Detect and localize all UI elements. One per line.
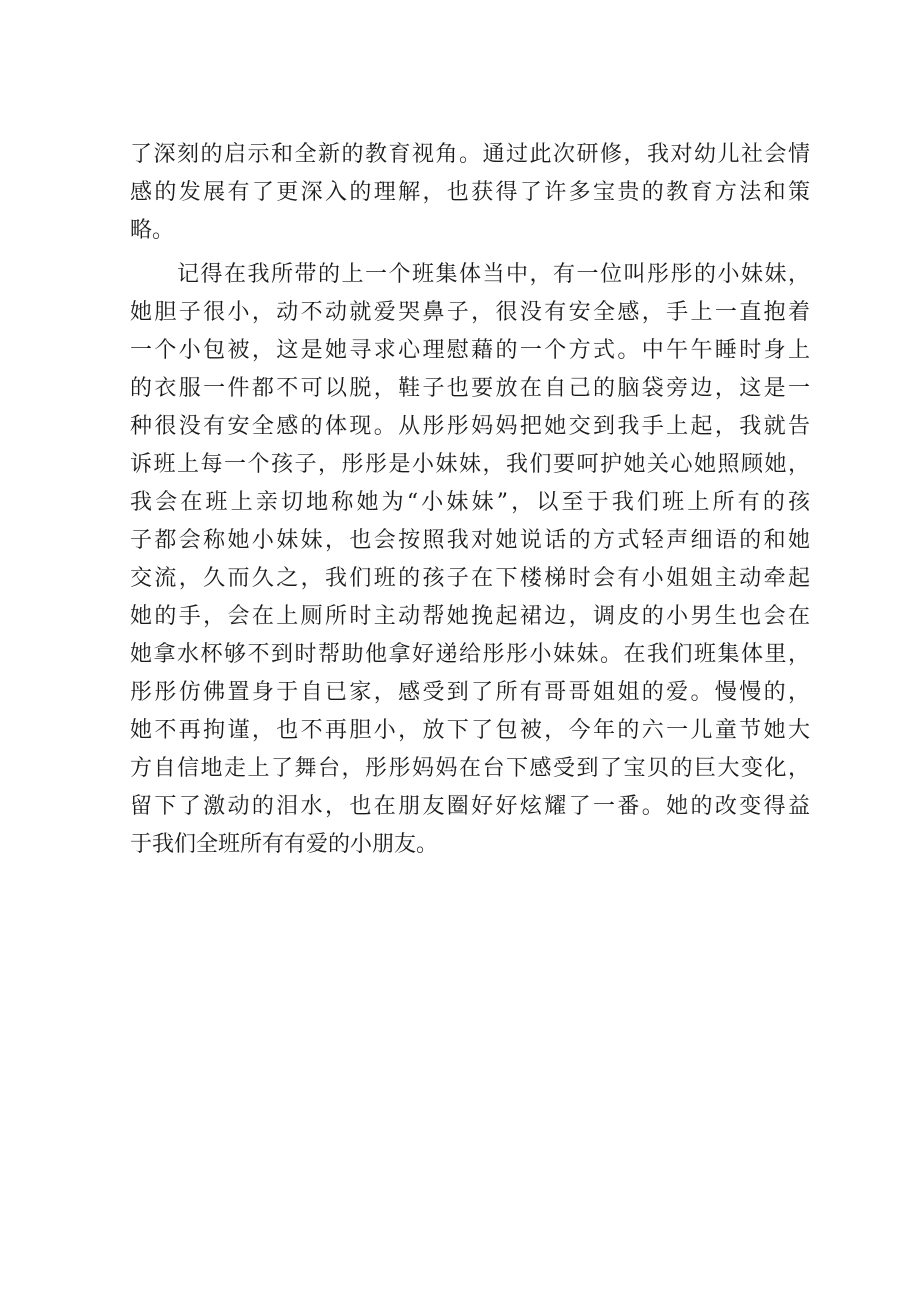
paragraph-1: [130, 136, 810, 250]
text-line: 略。: [130, 218, 175, 243]
text-line: 她不再拘谨，也不再胆小，放下了包被，今年的六一儿童节她大: [130, 718, 810, 743]
paragraph-2: [130, 256, 810, 864]
text-line: 子都会称她小妹妹，也会按照我对她说话的方式轻声细语的和她: [130, 528, 810, 553]
text-line: 感的发展有了更深入的理解，也获得了许多宝贵的教育方法和策: [130, 180, 810, 205]
text-line: 我会在班上亲切地称她为“小妹妹”，以至于我们班上所有的孩: [130, 490, 810, 515]
text-line: 诉班上每一个孩子，彤彤是小妹妹，我们要呵护她关心她照顾她，: [130, 452, 810, 477]
text-line: 种很没有安全感的体现。从彤彤妈妈把她交到我手上起，我就告: [130, 414, 810, 439]
text-line: 她的手，会在上厕所时主动帮她挽起裙边，调皮的小男生也会在: [130, 604, 810, 629]
text-line: 于我们全班所有有爱的小朋友。: [130, 832, 439, 857]
text-line: 她拿水杯够不到时帮助他拿好递给彤彤小妹妹。在我们班集体里，: [130, 642, 810, 667]
text-line: 她胆子很小，动不动就爱哭鼻子，很没有安全感，手上一直抱着: [130, 300, 810, 325]
text-line: 的衣服一件都不可以脱，鞋子也要放在自己的脑袋旁边，这是一: [130, 376, 810, 401]
text-line: 了深刻的启示和全新的教育视角。通过此次研修，我对幼儿社会情: [130, 142, 810, 167]
text-line: 一个小包被，这是她寻求心理慰藉的一个方式。中午午睡时身上: [130, 338, 810, 363]
text-line: 方自信地走上了舞台，彤彤妈妈在台下感受到了宝贝的巨大变化，: [130, 756, 810, 781]
body-text: [130, 136, 810, 864]
text-line: 交流，久而久之，我们班的孩子在下楼梯时会有小姐姐主动牵起: [130, 566, 810, 591]
text-line: 彤彤仿佛置身于自已家，感受到了所有哥哥姐姐的爱。慢慢的，: [130, 680, 810, 705]
text-line: 记得在我所带的上一个班集体当中，有一位叫彤彤的小妹妹，: [130, 262, 810, 287]
text-line: 留下了激动的泪水，也在朋友圈好好炫耀了一番。她的改变得益: [130, 794, 810, 819]
